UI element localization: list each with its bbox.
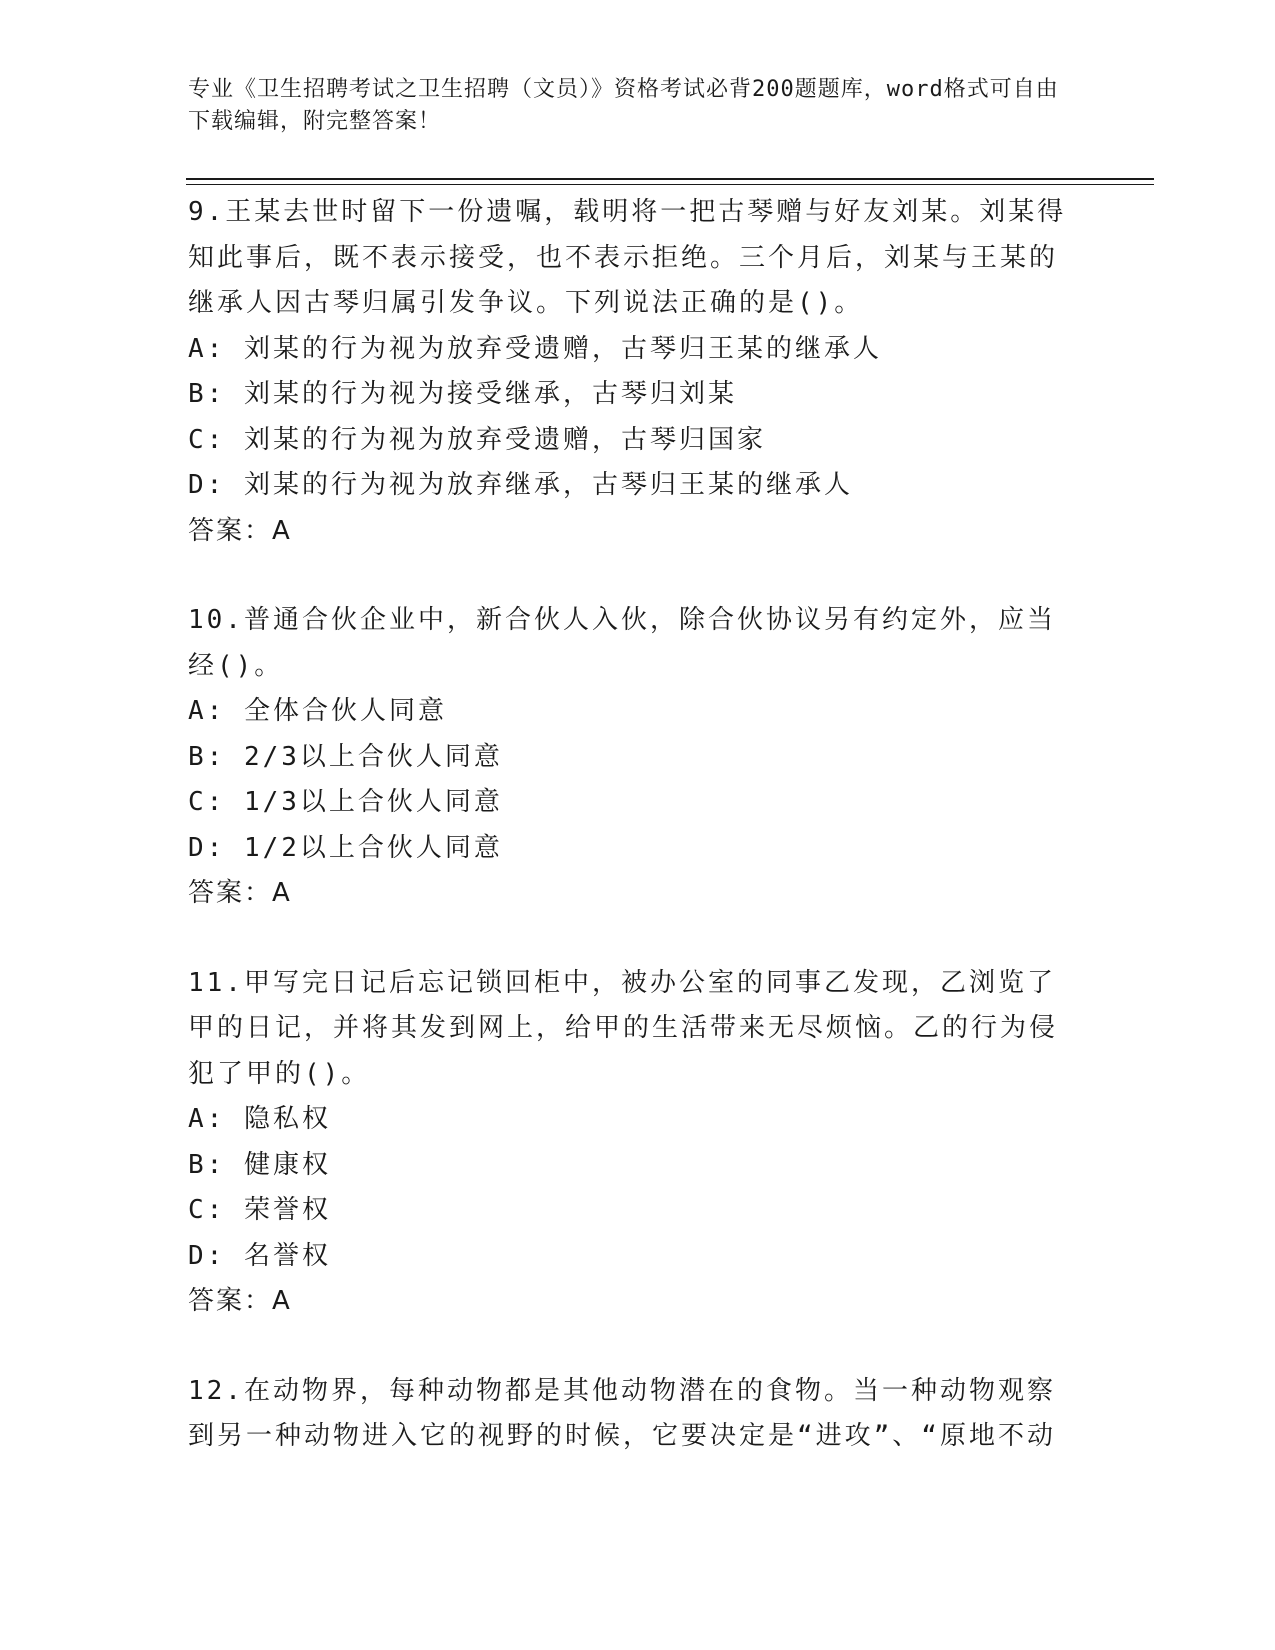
question-list [188,190,1078,1460]
header-divider-thick [186,178,1154,180]
option-d: D: 名誉权 [188,1240,331,1271]
answer: 答案：A [188,878,292,908]
option-d: D: 1/2以上合伙人同意 [188,832,503,863]
answer: 答案：A [188,515,292,546]
question-10 [188,598,1078,917]
option-b: B: 刘某的行为视为接受继承，古琴归刘某 [188,379,737,409]
question-stem: 10.普通合伙企业中，新合伙人入伙，除合伙协议另有约定外，应当经()。 [188,605,1056,681]
option-c: C: 1/3以上合伙人同意 [188,787,503,817]
option-a: A: 隐私权 [188,1104,331,1134]
answer: 答案：A [188,1286,292,1316]
option-a: A: 刘某的行为视为放弃受遗赠，古琴归王某的继承人 [188,333,882,364]
question-11 [188,961,1078,1325]
question-stem: 12.在动物界，每种动物都是其他动物潜在的食物。当一种动物观察到另一种动物进入它的视野的时候，它要决定是“进攻”、“原地不动 [188,1375,1056,1451]
question-12 [188,1369,1078,1460]
question-9 [188,190,1078,554]
option-c: C: 荣誉权 [188,1195,331,1225]
option-d: D: 刘某的行为视为放弃继承，古琴归王某的继承人 [188,470,853,500]
option-b: B: 健康权 [188,1149,331,1180]
question-stem: 11.甲写完日记后忘记锁回柜中，被办公室的同事乙发现，乙浏览了甲的日记，并将其发到网上，给甲的生活带来无尽烦恼。乙的行为侵犯了甲的()。 [188,967,1059,1089]
document-header: 专业《卫生招聘考试之卫生招聘（文员）》资格考试必背200题题库，word格式可自由下载编辑，附完整答案！ [188,77,1059,134]
option-b: B: 2/3以上合伙人同意 [188,741,503,772]
option-c: C: 刘某的行为视为放弃受遗赠，古琴归国家 [188,424,766,455]
option-a: A: 全体合伙人同意 [188,696,447,726]
header-divider-thin [186,184,1154,185]
question-stem: 9.王某去世时留下一份遗嘱，载明将一把古琴赠与好友刘某。刘某得知此事后，既不表示接受，也不表示拒绝。三个月后，刘某与王某的继承人因古琴归属引发争议。下列说法正确的是()。 [188,197,1067,318]
